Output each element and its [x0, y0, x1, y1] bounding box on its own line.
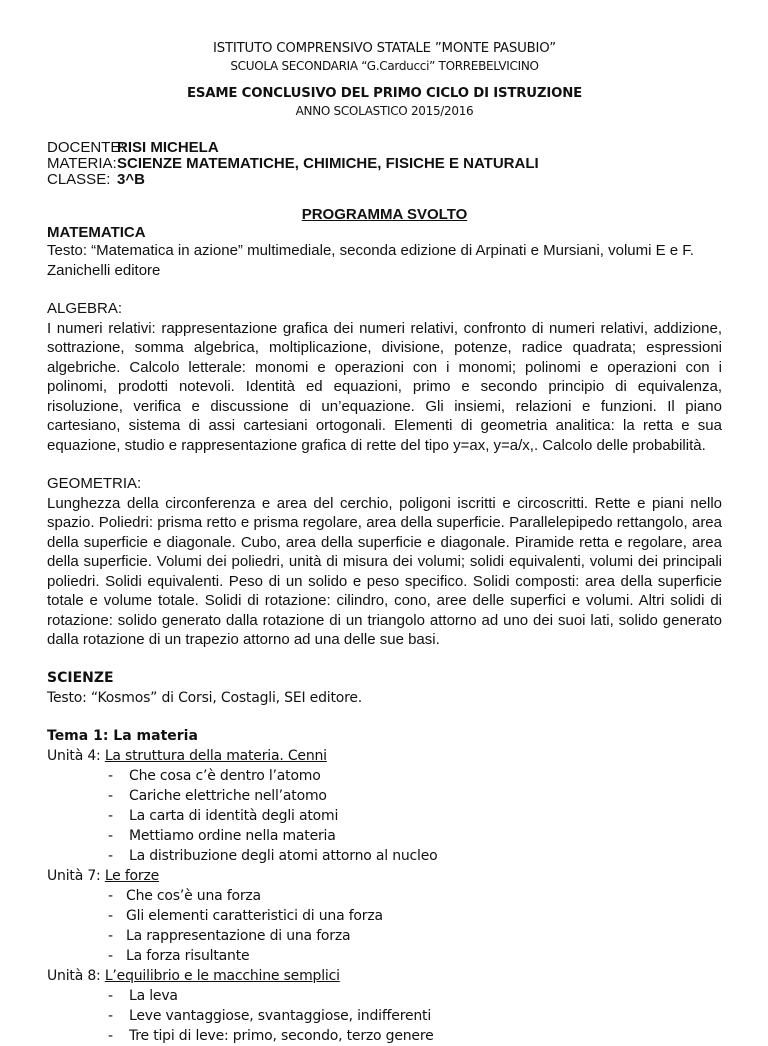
dash-bullet: - [108, 887, 113, 904]
list-item: - La forza risultante [108, 947, 250, 964]
geometria-text: Lunghezza della circonferenza e area del cerchio, poligoni iscritti e circoscritti. Rette e piani nello spazio. Poliedri: prisma retto e prisma regolare, area della superficie. Parallelepipedo rettangolo, area della superficie e diagonale. Cubo, area della superficie e diagonale. Piramide retta e regolare, area della superficie. Volumi dei poliedri, unità di misura dei volumi; solidi equivalenti, volumi dei principali poliedri. Solidi equivalenti. Peso di un solido e peso specifico. Solidi composti: area della superficie totale e volume totale. Solidi di rotazione: cilindro, cono, aree delle superfici e volumi. Altri solidi di rotazione: solido generato dalla rotazione di un triangolo attorno ad uno dei suoi lati, solido generato dalla rotazione di un trapezio attorno ad una delle sue basi. [47, 494, 722, 648]
meta-row-docente [47, 140, 722, 156]
dash-bullet: - [108, 1007, 113, 1024]
exam-title: ESAME CONCLUSIVO DEL PRIMO CICLO DI ISTRUZIONE [186, 86, 583, 101]
meta-value: 3^B [117, 171, 145, 188]
matematica-title: MATEMATICA [47, 224, 146, 241]
scienze-testo: Testo: “Kosmos” di Corsi, Costagli, SEI editore. [47, 689, 363, 706]
meta-label: MATERIA: [47, 155, 117, 172]
school-year: ANNO SCOLASTICO 2015/2016 [295, 104, 474, 118]
unit-heading [47, 866, 722, 886]
tema-title: Tema 1: La materia [47, 727, 198, 744]
school-subname: SCUOLA SECONDARIA “G.Carducci” TORREBELVICINO [230, 59, 539, 73]
matematica-testo: Testo: “Matematica in azione” multimediale, seconda edizione di Arpinati e Mursiani, volumi E e F. Zanichelli editore [47, 242, 694, 279]
dash-bullet: - [108, 987, 113, 1004]
unit-heading [47, 746, 722, 766]
list-item: - Leve vantaggiose, svantaggiose, indifferenti [108, 1007, 432, 1024]
meta-row-materia [47, 156, 722, 172]
dash-bullet: - [108, 947, 113, 964]
unit-title: La struttura della materia. Cenni [104, 747, 327, 764]
unit-heading [47, 966, 722, 986]
dash-bullet: - [108, 807, 113, 824]
meta-value: SCIENZE MATEMATICHE, CHIMICHE, FISICHE E NATURALI [117, 155, 539, 172]
meta-row-classe [47, 172, 722, 188]
list-item: - Mettiamo ordine nella materia [108, 827, 336, 844]
school-name: ISTITUTO COMPRENSIVO STATALE ”MONTE PASUBIO” [213, 41, 556, 56]
dash-bullet: - [108, 767, 113, 784]
meta-block [47, 140, 722, 188]
dash-bullet: - [108, 927, 113, 944]
unit-title: L’equilibrio e le macchine semplici [104, 967, 340, 984]
document-page [47, 40, 722, 1046]
list-item: - Cariche elettriche nell’atomo [108, 787, 327, 804]
list-item: - La carta di identità degli atomi [108, 807, 339, 824]
dash-bullet: - [108, 827, 113, 844]
scienze-title: SCIENZE [47, 669, 114, 686]
list-item: - Tre tipi di leve: primo, secondo, terzo genere [108, 1027, 434, 1044]
dash-bullet: - [108, 787, 113, 804]
list-item: - Gli elementi caratteristici di una forza [108, 907, 383, 924]
dash-bullet: - [108, 907, 113, 924]
geometria-title: GEOMETRIA: [47, 475, 142, 492]
unit-prefix: Unità 4: [47, 747, 105, 764]
meta-label: DOCENTE: [47, 139, 125, 156]
list-item: - La leva [108, 987, 178, 1004]
dash-bullet: - [108, 847, 113, 864]
list-item: - La rappresentazione di una forza [108, 927, 351, 944]
algebra-title: ALGEBRA: [47, 300, 123, 317]
meta-value: RISI MICHELA [117, 139, 219, 156]
unit-prefix: Unità 8: [47, 967, 105, 984]
unit-prefix: Unità 7: [47, 867, 105, 884]
algebra-text: I numeri relativi: rappresentazione grafica dei numeri relativi, confronto di numeri relativi, addizione, sottrazione, somma algebrica, moltiplicazione, divisione, potenze, radice quadrata; espressioni algebriche. Calcolo letterale: monomi e operazioni con i monomi; polinomi e operazioni con i polinomi, prodotti notevoli. Identità ed equazioni, primo e secondo principio di equivalenza, risoluzione, verifica e discussione di un’equazione. Gli insiemi, relazioni e funzioni. Il piano cartesiano, sistema di assi cartesiani ortogonali. Elementi di geometria analitica: la retta e sua equazione, studio e rappresentazione grafica di rette del tipo y=ax, y=a/x,. Calcolo delle probabilità. [47, 319, 722, 454]
programma-title: PROGRAMMA SVOLTO [301, 206, 468, 223]
list-item: - Che cosa c’è dentro l’atomo [108, 767, 321, 784]
unit-title: Le forze [104, 867, 160, 884]
dash-bullet: - [108, 1027, 113, 1044]
list-item: - Che cos’è una forza [108, 887, 261, 904]
list-item: - La distribuzione degli atomi attorno al nucleo [108, 847, 438, 864]
meta-label: CLASSE: [47, 171, 111, 188]
